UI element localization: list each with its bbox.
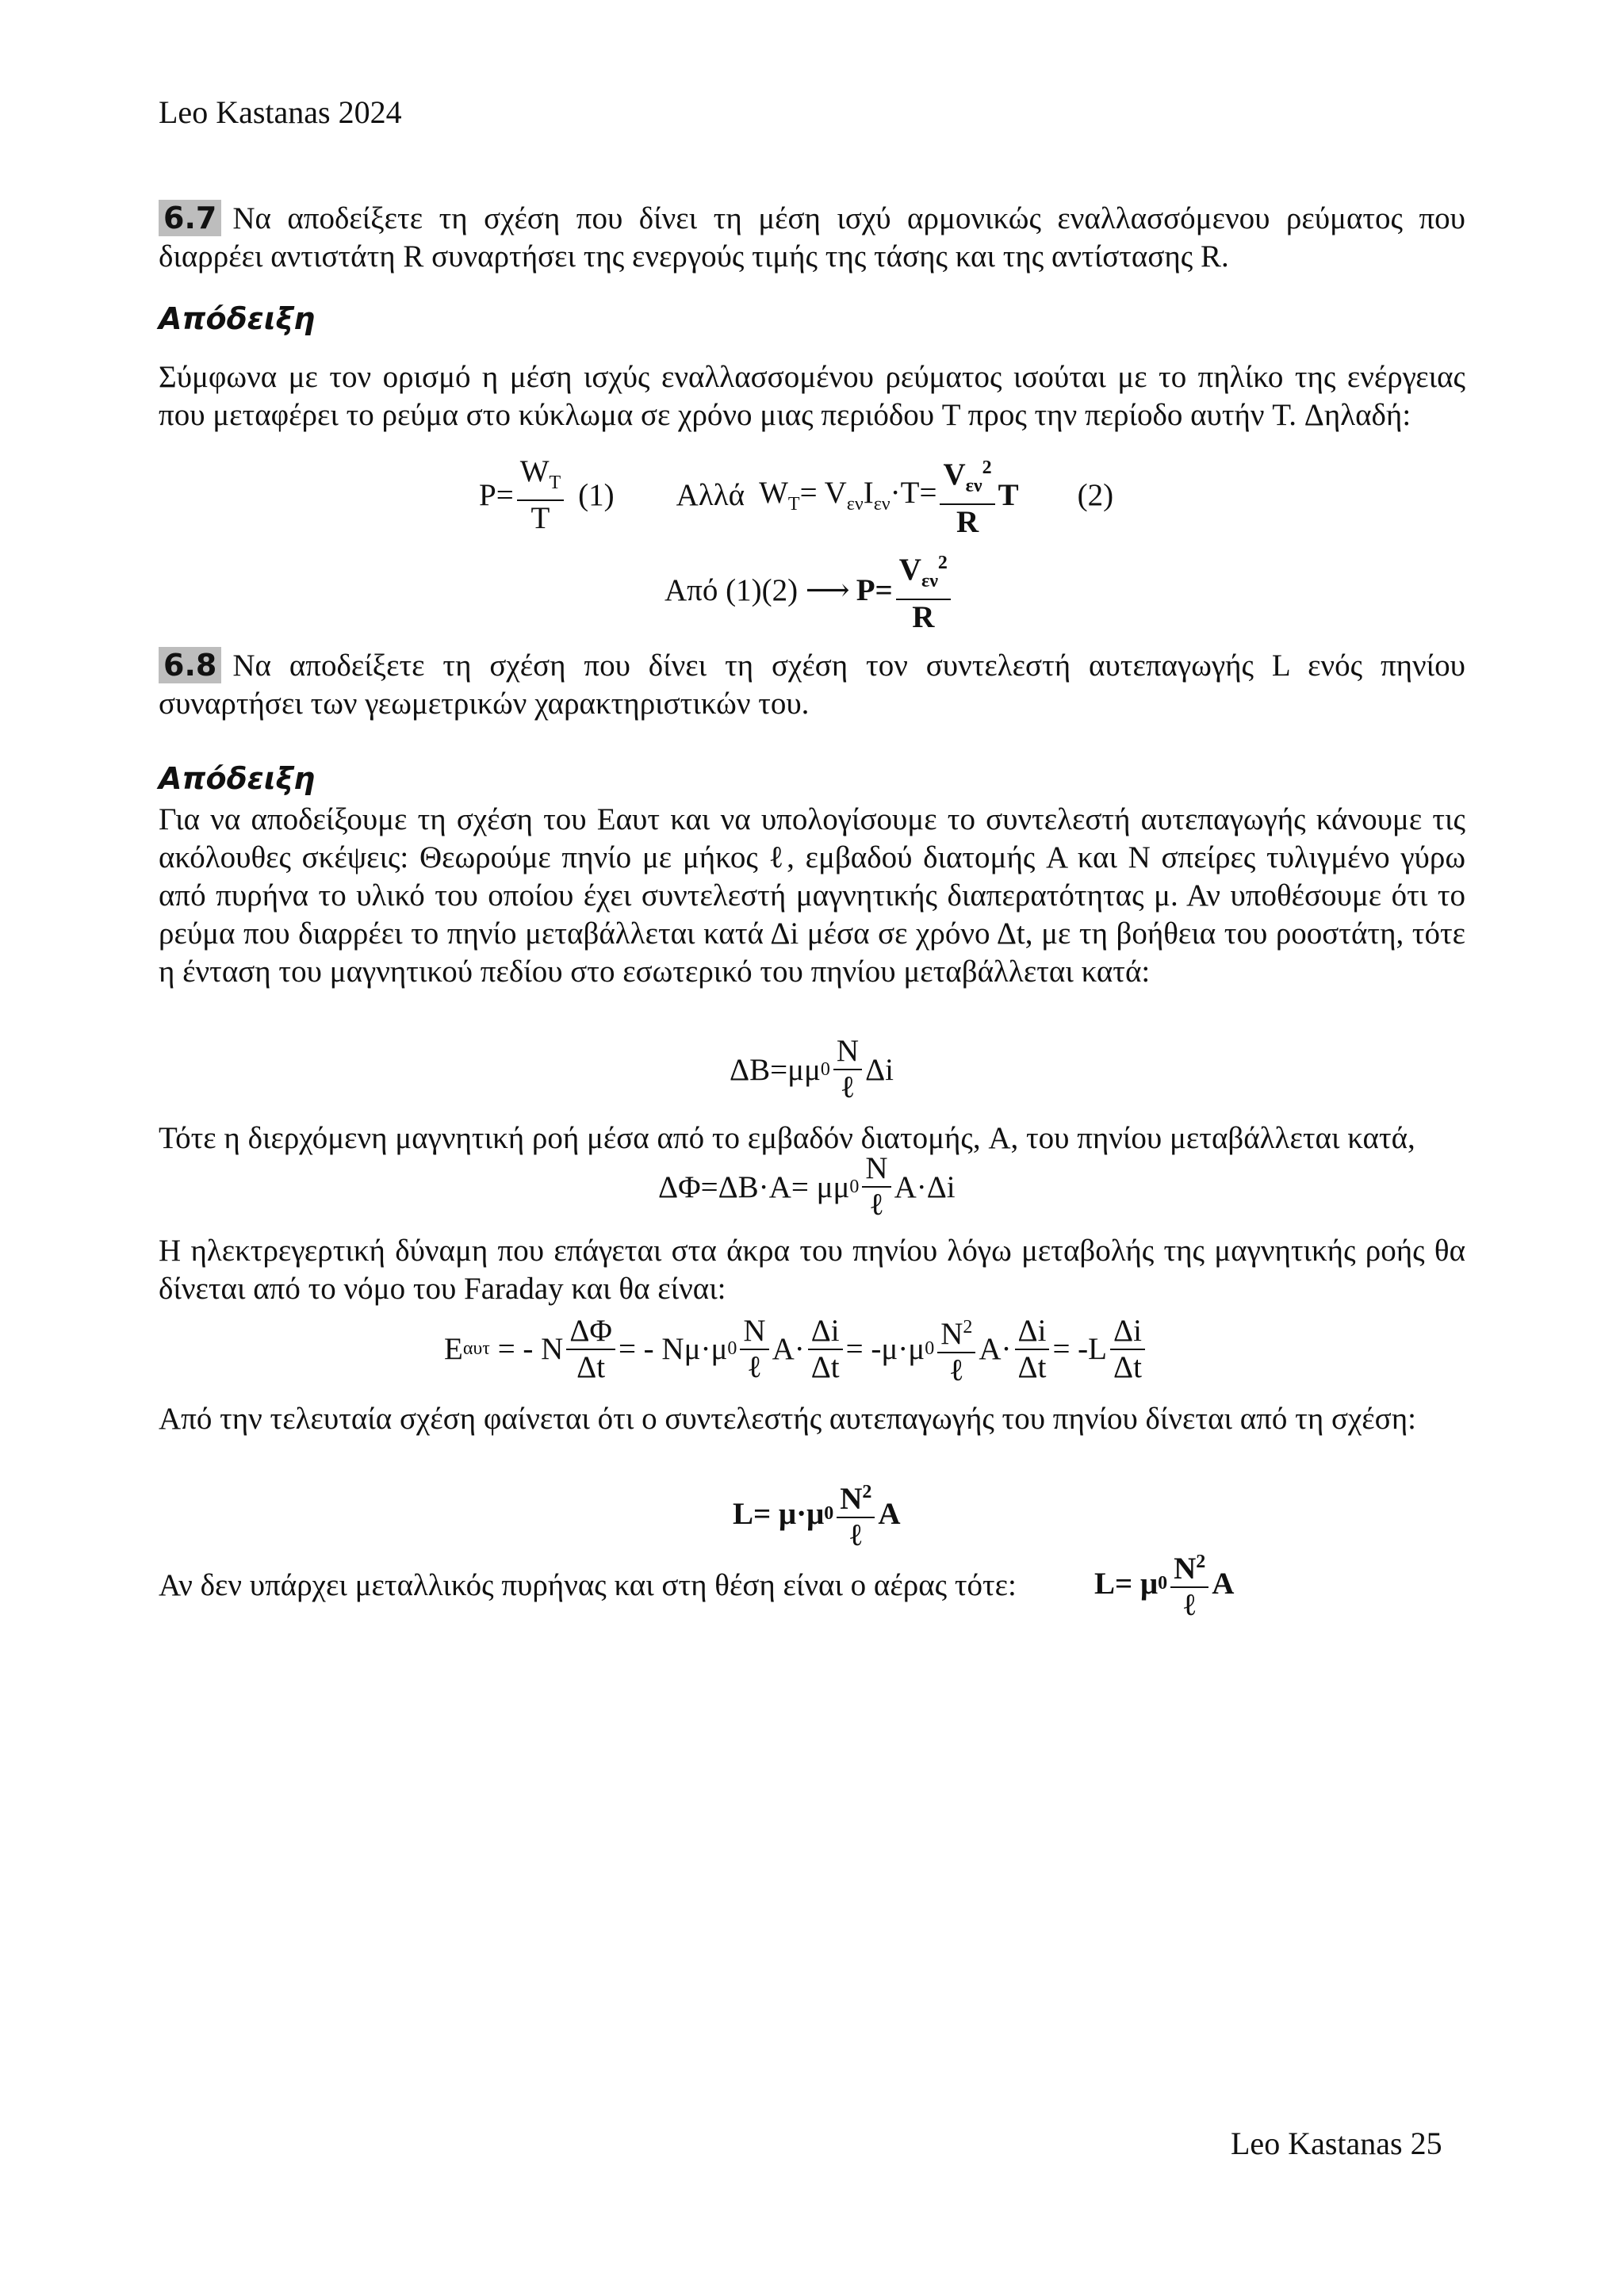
equation-inductance-air: L= μ 0 $\frac{N^2}{\text{ℓ}}$ A [1094,1544,1234,1623]
exercise-6-7 [159,200,1465,276]
exercise-text: Να αποδείξετε τη σχέση που δίνει τη μέση ισχύ αρμονικώς εναλλασσόμενου ρεύματος που διαρρέει αντιστάτη R συναρτήσει της ενεργούς τιμής της τάσης και της αντίστασης R. [159,201,1465,274]
page-header: Leo Kastanas 2024 [159,94,402,130]
equation-delta-b: ΔB=μμ 0 $\frac{N}{\text{ℓ}}$ Δi [730,1034,894,1104]
exercise-number: 6.8 [159,647,221,683]
proof-paragraph-2: Τότε η διερχόμενη μαγνητική ροή μέσα από το εμβαδόν διατομής, A, του πηνίου μεταβάλλεται κατά, [159,1121,1415,1155]
proof-paragraph-5: Αν δεν υπάρχει μεταλλικός πυρήνας και στη θέση είναι ο αέρας τότε: [159,1568,1017,1602]
exercise-number: 6.7 [159,200,221,236]
exercise-text: Να αποδείξετε τη σχέση που δίνει τη σχέση τον συντελεστή αυτεπαγωγής L ενός πηνίου συναρτήσει των γεωμετρικών χαρακτηριστικών του. [159,649,1465,721]
equation-delta-phi: ΔΦ=ΔB·A= μμ 0 $\frac{N}{\text{ℓ}}$ A·Δi [658,1151,956,1222]
proof-title: Απόδειξη [159,761,316,796]
proof-paragraph-4: Από την τελευταία σχέση φαίνεται ότι ο συντελεστής αυτεπαγωγής του πηνίου δίνεται από τη σχέση: [159,1402,1416,1436]
equation-inductance: L= μ·μ 0 $\frac{N^2}{\text{ℓ}}$ A [733,1475,901,1553]
proof-title: Απόδειξη [159,301,316,336]
page-footer: Leo Kastanas 25 [1231,2126,1442,2161]
equation-self-induction-emf: E αυτ = - N $\frac{\Delta\Phi}{\Delta t}$ = - Nμ·μ 0 $\frac{N}{\text{ℓ}}$ A· $\frac{\Delta i}{\Delta t}$ = -μ·μ 0 $\frac{N^2}{\text{ℓ}}$ A· $\frac{\Delta i}{\Delta t}$ = -L $\frac{\Delta i}{\Delta t}$ [444,1310,1148,1388]
exercise-6-8 [159,647,1465,723]
equation-power-definition: P= $\frac{W_T}{T}$ (1) Αλλά $W_T= V_{\varepsilon\nu}I_{\varepsilon\nu}\cdot T=$ $\frac{V_{\varepsilon\nu}^2}{R}$ T (2) [479,450,1113,540]
proof-paragraph-3: Η ηλεκτρεγερτική δύναμη που επάγεται στα άκρα του πηνίου λόγω μεταβολής της μαγνητικής ροής θα δίνεται από το νόμο του Faraday και θα είναι: [159,1234,1465,1306]
proof-text: Σύμφωνα με τον ορισμό η μέση ισχύς εναλλασσομένου ρεύματος ισούται με το πηλίκο της ενέργειας που μεταφέρει το ρεύμα στο κύκλωμα σε χρόνο μιας περιόδου T προς την περίοδο αυτήν T. Δηλαδή: [159,360,1465,432]
equation-mean-power: Από (1)(2) ⟶ P= $\frac{V_{\varepsilon\nu}^2}{R}$ [665,545,954,635]
proof-paragraph-1: Για να αποδείξουμε τη σχέση του Eαυτ και να υπολογίσουμε το συντελεστή αυτεπαγωγής κάνουμε τις ακόλουθες σκέψεις: Θεωρούμε πηνίο με μήκος ℓ, εμβαδού διατομής A και N σπείρες τυλιγμένο γύρω από πυρήνα το υλικό του οποίου έχει συντελεστή μαγνητικής διαπερατότητας μ. Αν υποθέσουμε ότι το ρεύμα που διαρρέει το πηνίο μεταβάλλεται κατά Δi μέσα σε χρόνο Δt, με τη βοήθεια του ροοστάτη, τότε η ένταση του μαγνητικού πεδίου στο εσωτερικό του πηνίου μεταβάλλεται κατά: [159,802,1465,989]
